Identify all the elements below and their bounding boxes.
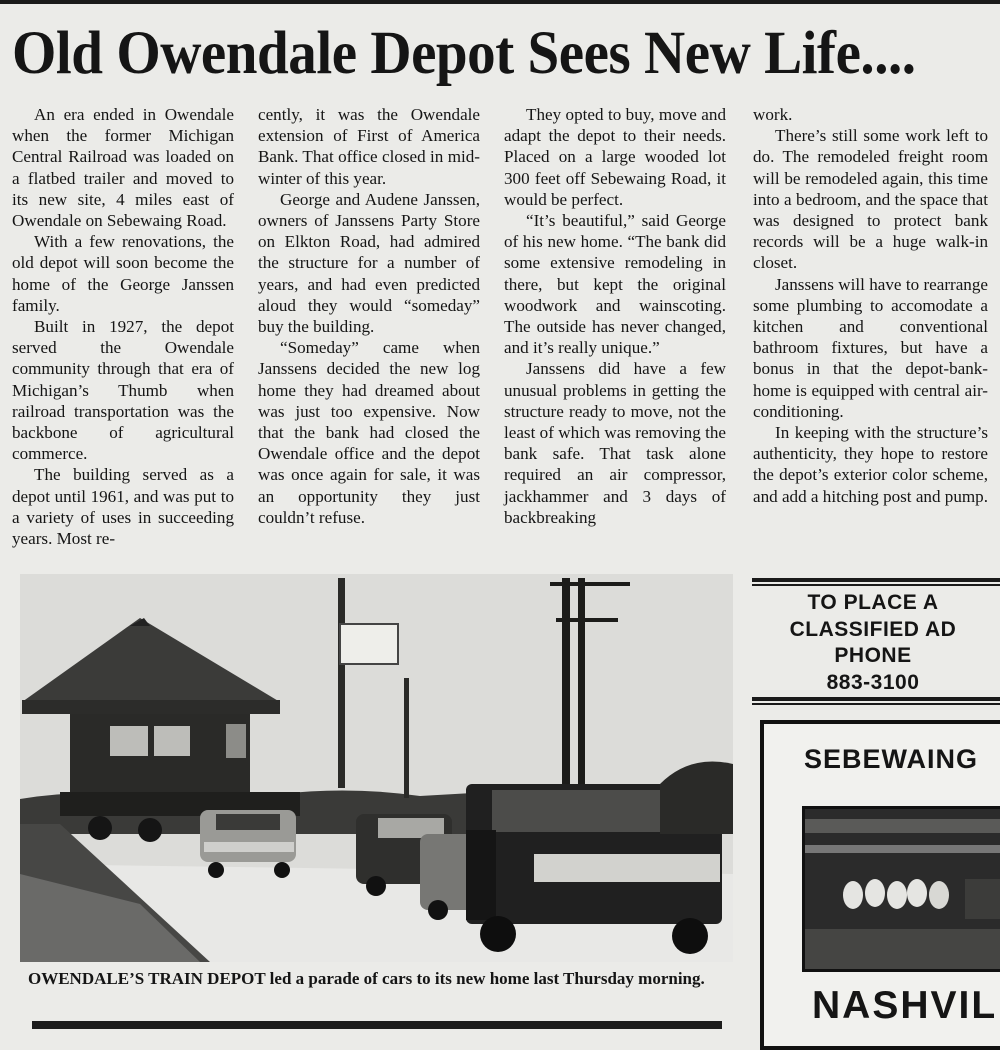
article-column-1 — [12, 104, 234, 549]
ad-bottom-text: NASHVIL — [812, 984, 998, 1027]
article-paragraph: In keeping with the structure’s authenticity, they hope to restore the depot’s exterior color scheme, and add a hitching post and pump. — [753, 423, 988, 506]
depot-photo — [20, 574, 733, 962]
article-paragraph: Janssens will have to rearrange some plumbing to accomodate a kitchen and conventional bathroom fixtures, but have a bonus in that the depot-bank-home is equipped with central air-conditioning. — [753, 274, 988, 421]
article-paragraph: They opted to buy, move and adapt the depot to their needs. Placed on a large wooded lot 300 feet off Sebewaing Road, it would be perfect. — [504, 105, 726, 209]
article-column-3 — [504, 104, 726, 528]
article-paragraph: “Someday” came when Janssens decided the new log home they had dreamed about was just too expensive. Now that the bank had closed the Owendale office and the depot was once again for sale, it was an opportunity they just couldn’t refuse. — [258, 338, 480, 527]
article-paragraph: An era ended in Owendale when the former Michigan Central Railroad was loaded on a flatbed trailer and moved to its new site, 4 miles east of Owendale on Sebewaing Road. — [12, 105, 234, 231]
article-paragraph: work. — [753, 105, 793, 124]
headline: Old Owendale Depot Sees New Life.... — [12, 20, 916, 87]
top-rule — [0, 0, 1000, 4]
classified-line-1: TO PLACE A — [807, 591, 939, 614]
article-paragraph: cently, it was the Owendale extension of First of America Bank. That office closed in mid-winter of this year. — [258, 105, 480, 188]
article-paragraph: Built in 1927, the depot served the Owendale community through that era of Michigan’s Thumb when railroad transportation was the backbone of agricultural commerce. — [12, 317, 234, 464]
ad-photo — [802, 806, 1000, 972]
article-column-4 — [753, 104, 988, 507]
article-paragraph: George and Audene Janssen, owners of Janssens Party Store on Elkton Road, had admired the structure for a number of years, and had even predicted aloud they would “someday” buy the building. — [258, 189, 480, 337]
article-paragraph: Janssens did have a few unusual problems in getting the structure ready to move, not the least of which was removing the bank safe. That task alone required an air compressor, jackhammer and 3 days of backbreaking — [504, 359, 726, 527]
article-paragraph: The building served as a depot until 1961, and was put to a variety of uses in succeeding years. Most re- — [12, 465, 234, 549]
classified-bottom-rule — [752, 697, 1000, 701]
article-paragraph: With a few renovations, the old depot will soon become the home of the George Janssen family. — [12, 232, 234, 315]
classified-line-3: PHONE — [834, 644, 912, 667]
classified-line-2: CLASSIFIED AD — [789, 617, 957, 641]
article-paragraph: “It’s beautiful,” said George of his new home. “The bank did some extensive remodeling in there, but kept the original woodwork and wainscoting. The outside has never changed, and it’s really unique.” — [504, 211, 726, 358]
classified-phone: 883-3100 — [826, 670, 920, 694]
photo-caption: OWENDALE’S TRAIN DEPOT led a parade of cars to its new home last Thursday morning. — [28, 969, 705, 988]
classified-ad-notice — [752, 590, 994, 696]
classified-bottom-rule-thin — [752, 703, 1000, 705]
article-column-2 — [258, 104, 480, 528]
ad-title: SEBEWAING — [804, 744, 979, 774]
article-paragraph: There’s still some work left to do. The remodeled freight room will be remodeled again, this time into a bedroom, and the space that was designed to protect bank records will be a huge walk-in closet. — [753, 126, 988, 273]
sebewaing-ad — [760, 720, 1000, 1050]
classified-top-rule-thin — [752, 584, 1000, 586]
bottom-rule — [32, 1021, 722, 1029]
classified-top-rule — [752, 578, 1000, 582]
